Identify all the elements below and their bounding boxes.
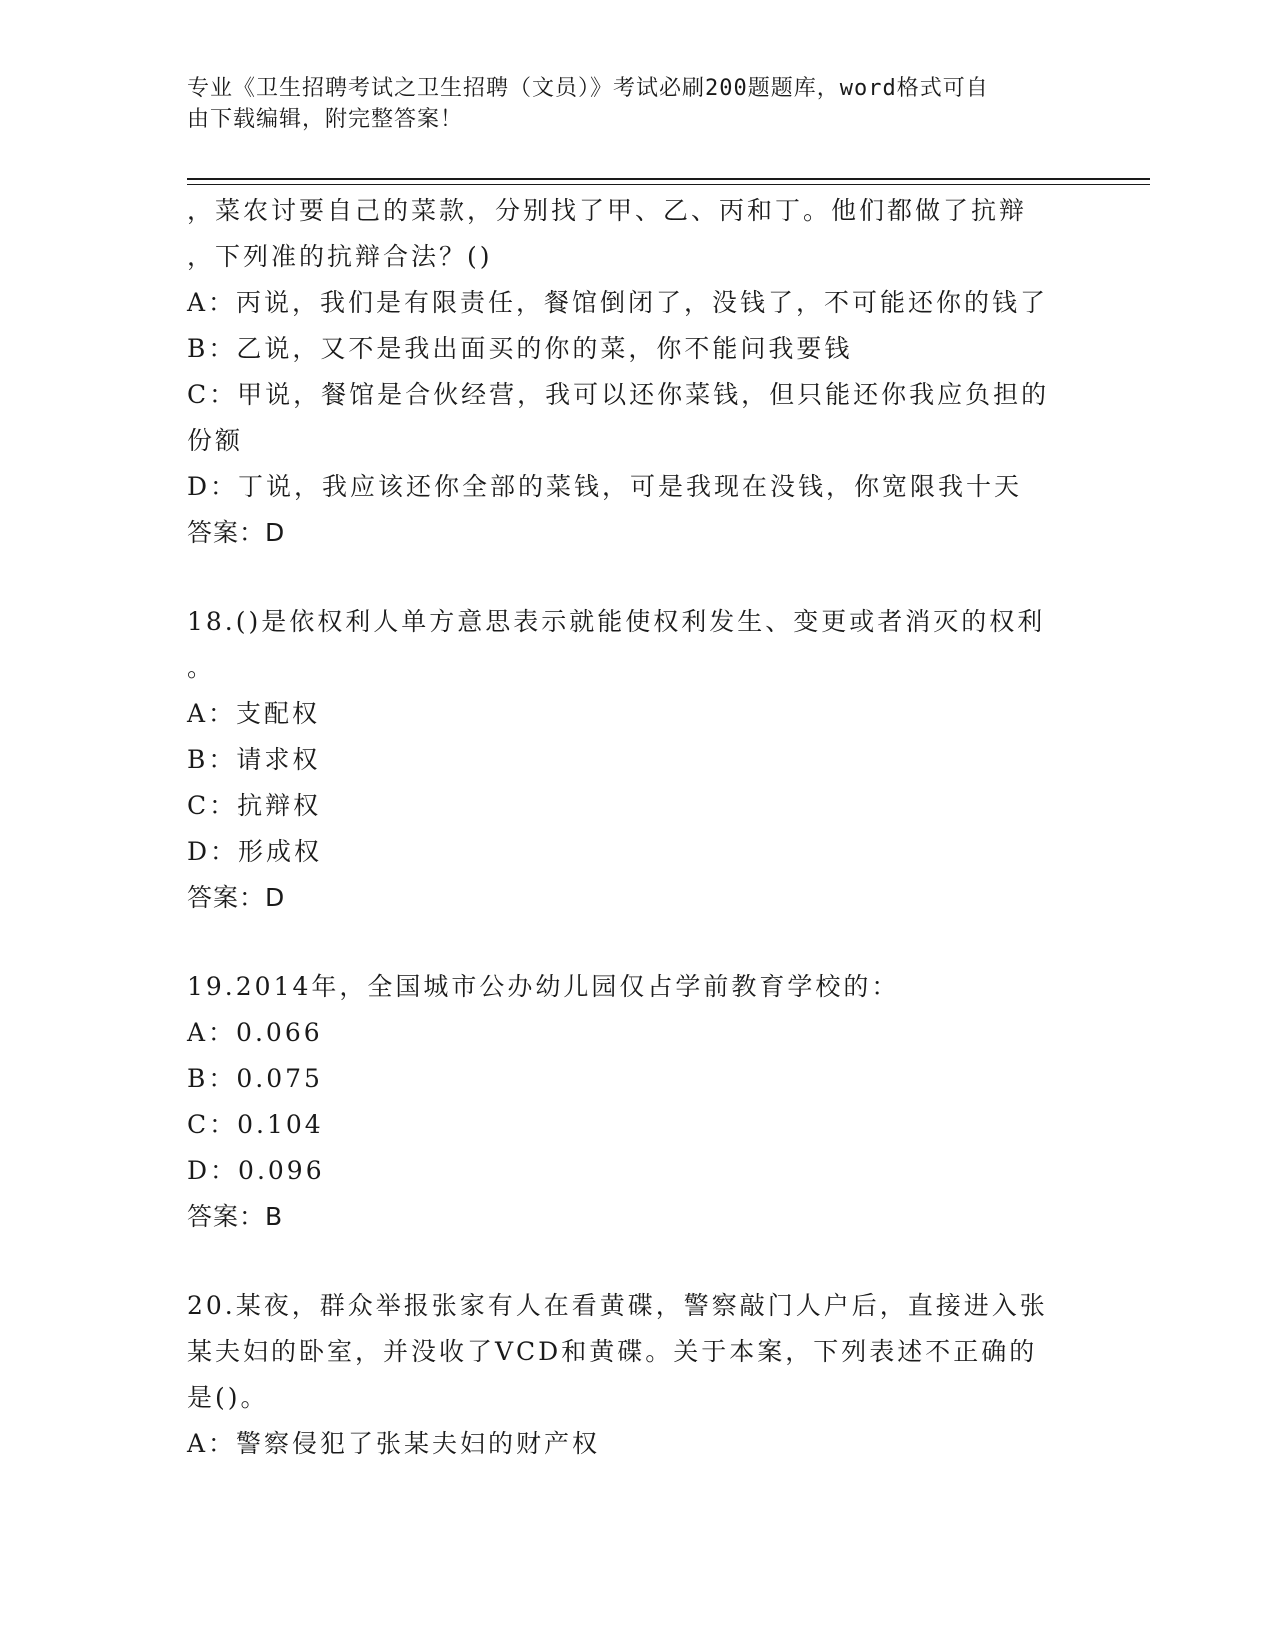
question-20	[187, 1283, 1087, 1467]
question-stem-line: 。	[187, 653, 216, 682]
question-list	[187, 188, 1087, 1467]
header-line-1: 专业《卫生招聘考试之卫生招聘（文员）》考试必刷200题题库，word格式可自	[187, 76, 989, 101]
question-stem-line: 某夫妇的卧室，并没收了VCD和黄碟。关于本案，下列表述不正确的	[187, 1337, 1038, 1366]
option-c-continued: 份额	[187, 426, 244, 455]
option-d: D：丁说，我应该还你全部的菜钱，可是我现在没钱，你宽限我十天	[187, 472, 1023, 501]
question-stem-line: 19.2014年，全国城市公办幼儿园仅占学前教育学校的：	[187, 972, 900, 1001]
question-stem-line: 18.()是依权利人单方意思表示就能使权利发生、变更或者消灭的权利	[187, 607, 1046, 636]
option-b: B：乙说，又不是我出面买的你的菜，你不能问我要钱	[187, 334, 853, 363]
option-a: A：支配权	[187, 699, 321, 728]
option-a: A：警察侵犯了张某夫妇的财产权	[187, 1429, 601, 1458]
option-d: D：形成权	[187, 837, 323, 866]
option-c: C：甲说，餐馆是合伙经营，我可以还你菜钱，但只能还你我应负担的	[187, 380, 1050, 409]
answer-label: 答案：D	[187, 883, 286, 912]
question-17	[187, 188, 1087, 556]
question-stem-line: 是()。	[187, 1383, 269, 1412]
option-d: D：0.096	[187, 1156, 325, 1185]
option-b: B：请求权	[187, 745, 321, 774]
answer-label: 答案：B	[187, 1202, 284, 1231]
option-b: B：0.075	[187, 1064, 323, 1093]
spacer	[187, 556, 1087, 599]
option-c: C：0.104	[187, 1110, 324, 1139]
answer-label: 答案：D	[187, 518, 286, 547]
header-line-2: 由下载编辑，附完整答案！	[187, 107, 464, 132]
option-c: C：抗辩权	[187, 791, 322, 820]
question-stem-line: ，下列准的抗辩合法？()	[187, 242, 493, 271]
spacer	[187, 921, 1087, 964]
option-a: A：丙说，我们是有限责任，餐馆倒闭了，没钱了，不可能还你的钱了	[187, 288, 1049, 317]
question-stem-line: 20.某夜，群众举报张家有人在看黄碟，警察敲门人户后，直接进入张	[187, 1291, 1048, 1320]
header-divider-thick	[187, 178, 1150, 180]
spacer	[187, 1240, 1087, 1283]
question-18	[187, 599, 1087, 921]
header-divider-thin	[187, 184, 1150, 185]
question-stem-line: ，菜农讨要自己的菜款，分别找了甲、乙、丙和丁。他们都做了抗辩	[187, 196, 1028, 225]
option-a: A：0.066	[187, 1018, 323, 1047]
document-header	[187, 73, 1087, 135]
question-19	[187, 964, 1087, 1240]
